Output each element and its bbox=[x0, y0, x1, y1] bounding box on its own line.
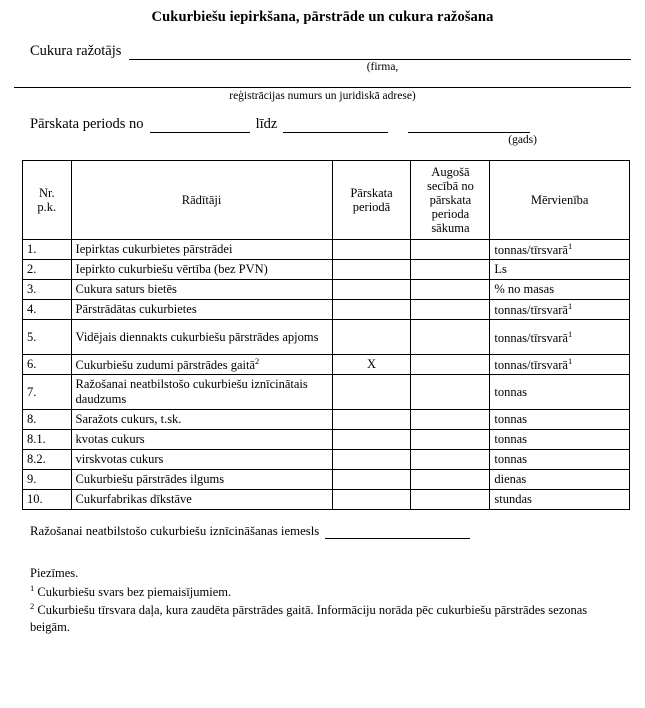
indicator-text: Ražošanai neatbilstošo cukurbiešu iznīcinātais daudzums bbox=[75, 377, 308, 407]
indicator-text: Vidējais diennakts cukurbiešu pārstrādes apjoms bbox=[75, 329, 319, 344]
cell-indicator bbox=[71, 410, 332, 430]
producer-input[interactable] bbox=[129, 45, 631, 60]
note-2 bbox=[30, 601, 625, 636]
period-year-input[interactable] bbox=[408, 118, 530, 133]
table-body bbox=[23, 240, 630, 510]
note-2-marker: 2 bbox=[30, 601, 35, 612]
cell-unit bbox=[490, 410, 630, 430]
cell-cumulative-value[interactable] bbox=[411, 470, 490, 490]
notes-title: Piezīmes. bbox=[30, 566, 79, 581]
cell-indicator bbox=[71, 490, 332, 510]
cell-nr: 5. bbox=[23, 320, 72, 355]
cell-cumulative-value[interactable] bbox=[411, 490, 490, 510]
cell-unit bbox=[490, 450, 630, 470]
header-period bbox=[332, 161, 411, 240]
table-row bbox=[23, 490, 630, 510]
header-cumulative-line5: sākuma bbox=[431, 221, 470, 235]
unit-text: stundas bbox=[494, 492, 532, 507]
caption-firma: (firma, bbox=[366, 61, 399, 73]
header-nr-line1: Nr. bbox=[38, 186, 55, 200]
cell-nr: 7. bbox=[23, 375, 72, 410]
indicator-text: Pārstrādātas cukurbietes bbox=[75, 302, 197, 317]
cell-cumulative-value[interactable] bbox=[411, 355, 490, 375]
cell-nr: 2. bbox=[23, 260, 72, 280]
cell-unit bbox=[490, 375, 630, 410]
note-1 bbox=[30, 583, 625, 601]
unit-text: tonnas bbox=[494, 432, 527, 447]
period-to-input[interactable] bbox=[283, 118, 388, 133]
unit-text: % no masas bbox=[494, 282, 555, 297]
cell-indicator bbox=[71, 450, 332, 470]
header-period-line2: periodā bbox=[352, 200, 391, 214]
cell-unit bbox=[490, 355, 630, 375]
unit-text: dienas bbox=[494, 472, 527, 487]
note-1-text: Cukurbiešu svars bez piemaisījumiem. bbox=[37, 585, 232, 600]
cell-period-value[interactable]: X bbox=[332, 355, 411, 375]
period-to-label: līdz bbox=[255, 116, 278, 132]
cell-period-value[interactable] bbox=[332, 410, 411, 430]
table-row bbox=[23, 355, 630, 375]
header-unit: Mērvienība bbox=[490, 161, 630, 240]
period-from-input[interactable] bbox=[150, 118, 250, 133]
caption-year: (gads) bbox=[508, 134, 537, 146]
cell-period-value[interactable] bbox=[332, 430, 411, 450]
cell-nr: 9. bbox=[23, 470, 72, 490]
period-label: Pārskata periods no bbox=[30, 116, 144, 132]
cell-unit bbox=[490, 470, 630, 490]
indicators-table bbox=[22, 160, 630, 510]
producer-label: Cukura ražotājs bbox=[30, 43, 122, 59]
table-row bbox=[23, 280, 630, 300]
cell-period-value[interactable] bbox=[332, 300, 411, 320]
cell-period-value[interactable] bbox=[332, 260, 411, 280]
unit-text: tonnas/tīrsvarā bbox=[494, 358, 568, 373]
cell-cumulative-value[interactable] bbox=[411, 375, 490, 410]
indicator-text: Cukura saturs bietēs bbox=[75, 282, 177, 297]
cell-period-value[interactable] bbox=[332, 375, 411, 410]
unit-footnote-marker: 1 bbox=[567, 328, 573, 339]
period-row bbox=[0, 116, 645, 133]
cell-unit bbox=[490, 490, 630, 510]
cell-period-value[interactable] bbox=[332, 320, 411, 355]
table-row bbox=[23, 300, 630, 320]
cell-period-value[interactable] bbox=[332, 450, 411, 470]
registration-input[interactable] bbox=[14, 86, 631, 88]
cell-unit bbox=[490, 240, 630, 260]
table-row bbox=[23, 430, 630, 450]
cell-indicator bbox=[71, 260, 332, 280]
cell-indicator bbox=[71, 375, 332, 410]
table-row bbox=[23, 260, 630, 280]
cell-cumulative-value[interactable] bbox=[411, 300, 490, 320]
unit-text: tonnas bbox=[494, 384, 527, 399]
indicator-text: Cukurbiešu pārstrādes ilgums bbox=[75, 472, 225, 487]
cell-cumulative-value[interactable] bbox=[411, 430, 490, 450]
cell-cumulative-value[interactable] bbox=[411, 280, 490, 300]
destruction-reason-label: Ražošanai neatbilstošo cukurbiešu iznīcināšanas iemesls bbox=[30, 524, 320, 539]
unit-text: tonnas/tīrsvarā bbox=[494, 243, 568, 258]
unit-text: tonnas/tīrsvarā bbox=[494, 303, 568, 318]
caption-registration: reģistrācijas numurs un juridiskā adrese) bbox=[229, 90, 416, 102]
indicator-text: Cukurbiešu zudumi pārstrādes gaitā bbox=[75, 358, 256, 373]
table-row bbox=[23, 240, 630, 260]
unit-text: tonnas bbox=[494, 412, 527, 427]
cell-indicator bbox=[71, 320, 332, 355]
cell-nr: 8. bbox=[23, 410, 72, 430]
header-cumulative-line2: secībā no bbox=[426, 179, 474, 193]
table-row bbox=[23, 470, 630, 490]
unit-text: tonnas/tīrsvarā bbox=[494, 330, 568, 345]
unit-text: Ls bbox=[494, 262, 507, 277]
header-cumulative-line3: pārskata bbox=[429, 193, 472, 207]
cell-indicator bbox=[71, 240, 332, 260]
cell-nr: 4. bbox=[23, 300, 72, 320]
indicator-footnote-marker: 2 bbox=[255, 356, 260, 367]
cell-unit bbox=[490, 280, 630, 300]
table-row bbox=[23, 375, 630, 410]
indicator-text: virskvotas cukurs bbox=[75, 452, 164, 467]
indicator-text: Iepirkto cukurbiešu vērtība (bez PVN) bbox=[75, 262, 268, 277]
cell-period-value[interactable] bbox=[332, 240, 411, 260]
cell-nr: 6. bbox=[23, 355, 72, 375]
cell-unit bbox=[490, 300, 630, 320]
cell-nr: 10. bbox=[23, 490, 72, 510]
note-2-text: Cukurbiešu tīrsvara daļa, kura zaudēta pārstrādes gaitā. Informāciju norāda pēc cukurbiešu pārstrādes sezonas beigām. bbox=[30, 603, 588, 635]
cell-period-value[interactable] bbox=[332, 280, 411, 300]
cell-indicator bbox=[71, 470, 332, 490]
header-nr-line2: p.k. bbox=[37, 200, 57, 214]
cell-cumulative-value[interactable] bbox=[411, 260, 490, 280]
header-nr bbox=[23, 161, 72, 240]
unit-footnote-marker: 1 bbox=[567, 301, 573, 312]
document-page bbox=[0, 9, 645, 708]
indicator-text: Iepirktas cukurbietes pārstrādei bbox=[75, 242, 233, 257]
cell-nr: 1. bbox=[23, 240, 72, 260]
indicator-text: Cukurfabrikas dīkstāve bbox=[75, 492, 192, 507]
indicator-text: kvotas cukurs bbox=[75, 432, 145, 447]
cell-indicator bbox=[71, 430, 332, 450]
table-row bbox=[23, 320, 630, 355]
cell-indicator bbox=[71, 280, 332, 300]
note-1-marker: 1 bbox=[30, 583, 35, 594]
unit-text: tonnas bbox=[494, 452, 527, 467]
cell-cumulative-value[interactable] bbox=[411, 410, 490, 430]
cell-cumulative-value[interactable] bbox=[411, 240, 490, 260]
destruction-reason-row bbox=[0, 524, 645, 539]
cell-nr: 3. bbox=[23, 280, 72, 300]
header-cumulative bbox=[411, 161, 490, 240]
cell-indicator bbox=[71, 300, 332, 320]
header-cumulative-line4: perioda bbox=[431, 207, 470, 221]
header-cumulative-line1: Augošā bbox=[431, 165, 470, 179]
page-title: Cukurbiešu iepirkšana, pārstrāde un cukura ražošana bbox=[151, 9, 494, 25]
header-indicator: Rādītāji bbox=[71, 161, 332, 240]
unit-footnote-marker: 1 bbox=[567, 356, 573, 367]
cell-period-value[interactable] bbox=[332, 490, 411, 510]
cell-unit bbox=[490, 430, 630, 450]
table-header-row bbox=[23, 161, 630, 240]
table-row bbox=[23, 410, 630, 430]
cell-unit bbox=[490, 320, 630, 355]
cell-cumulative-value[interactable] bbox=[411, 320, 490, 355]
table-row bbox=[23, 450, 630, 470]
header-period-line1: Pārskata bbox=[350, 186, 393, 200]
cell-period-value[interactable] bbox=[332, 470, 411, 490]
cell-indicator bbox=[71, 355, 332, 375]
producer-row bbox=[0, 43, 645, 60]
destruction-reason-input[interactable] bbox=[325, 526, 470, 539]
cell-nr: 8.2. bbox=[23, 450, 72, 470]
cell-nr: 8.1. bbox=[23, 430, 72, 450]
indicator-text: Saražots cukurs, t.sk. bbox=[75, 412, 182, 427]
cell-unit bbox=[490, 260, 630, 280]
cell-cumulative-value[interactable] bbox=[411, 450, 490, 470]
unit-footnote-marker: 1 bbox=[567, 241, 573, 251]
notes-block bbox=[0, 565, 645, 636]
